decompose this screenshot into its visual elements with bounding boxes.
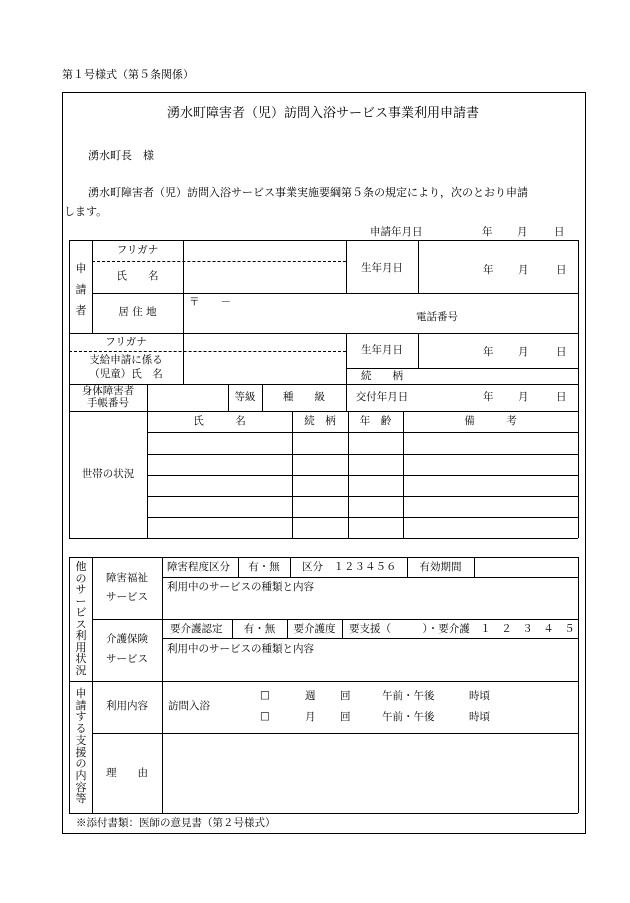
grid-line — [69, 351, 346, 352]
form-number: 第１号様式（第５条関係） — [62, 68, 194, 81]
grid-line — [69, 813, 578, 814]
applicant-address-label: 居 住 地 — [118, 306, 157, 318]
subject-furigana-label: フリガナ — [105, 336, 147, 348]
grid-line — [418, 333, 419, 368]
welfare-label-line1: 障害福祉 — [106, 572, 148, 584]
reason-label: 理 由 — [106, 767, 148, 779]
applicant-furigana-label: フリガナ — [116, 244, 159, 256]
certificate-label-line2: 手帳番号 — [87, 397, 129, 409]
grid-line — [147, 517, 578, 518]
monthly-checkbox[interactable]: □ — [260, 710, 270, 722]
addressee: 湧水町長 様 — [88, 149, 154, 162]
care-level-label: 要介護度 — [293, 623, 336, 635]
requested-group-label: 申請する支援の内容等 — [75, 687, 87, 806]
certificate-label-line1: 身体障害者 — [81, 385, 135, 397]
grid-line — [92, 293, 578, 294]
application-date-day: 日 — [554, 226, 565, 238]
grid-line — [147, 384, 148, 538]
applicant-name-label: 氏 名 — [116, 270, 159, 282]
attachment-note: ※添付書類：医師の意見書（第２号様式） — [76, 817, 276, 829]
subject-name-label-line1: 支給申請に係る — [89, 354, 163, 366]
grid-line — [162, 638, 578, 639]
usage-label: 利用内容 — [106, 700, 148, 712]
intro-text-line1: 湧水町障害者（児）訪問入浴サービス事業実施要綱第５条の規定により，次のとおり申請 — [88, 186, 528, 199]
form-frame — [62, 92, 586, 834]
grid-line — [69, 538, 578, 539]
subject-name-label-line2: （児童）氏 名 — [89, 368, 163, 380]
care-services-in-use: 利用中のサービスの種類と内容 — [167, 643, 314, 655]
grid-line — [147, 432, 578, 433]
intro-text-line2: します。 — [64, 205, 108, 218]
grid-line — [92, 733, 578, 734]
application-date-month: 月 — [517, 226, 528, 238]
welfare-services-in-use: 利用中のサービスの種類と内容 — [167, 581, 314, 593]
grid-line — [69, 557, 70, 813]
grid-line — [162, 577, 578, 578]
support-level-label: 要支援（ ）・要介護 １ ２ ３ ４ ５ — [349, 623, 575, 635]
applicant-birth-month: 月 — [518, 264, 529, 276]
issue-date-label: 交付年月日 — [355, 391, 409, 403]
disability-level-label: 障害程度区分 — [167, 561, 230, 573]
application-date-year: 年 — [482, 226, 493, 238]
service-name: 訪問入浴 — [168, 700, 210, 712]
welfare-yes-no: 有・無 — [248, 561, 280, 573]
applicant-birth-year: 年 — [483, 264, 494, 276]
subject-birth-month: 月 — [518, 346, 529, 358]
phone-label: 電話番号 — [416, 311, 458, 323]
grid-line — [69, 557, 578, 558]
grid-line — [578, 240, 579, 538]
grid-line — [69, 681, 578, 682]
welfare-label-line2: サービス — [106, 591, 148, 603]
grid-line — [183, 240, 184, 384]
grid-line — [92, 261, 346, 262]
month-am-pm: 午前・午後 — [382, 711, 435, 723]
care-label-line2: サービス — [106, 653, 148, 665]
grade-label: 等級 — [234, 391, 256, 403]
month-times-label: 回 — [340, 711, 351, 723]
month-time-unit: 時頃 — [469, 711, 490, 723]
household-header-name: 氏 名 — [193, 415, 246, 427]
household-header-relation: 続 柄 — [304, 415, 336, 427]
grid-line — [69, 240, 578, 241]
application-date-label: 申請年月日 — [370, 226, 423, 238]
relation-label: 続 柄 — [361, 370, 403, 382]
grid-line — [290, 557, 291, 577]
subject-birth-label: 生年月日 — [361, 344, 403, 356]
care-yes-no: 有・無 — [243, 623, 276, 635]
grid-line — [69, 384, 578, 385]
grid-line — [69, 333, 578, 334]
grid-line — [342, 619, 343, 638]
grid-line — [147, 496, 578, 497]
grid-line — [346, 368, 578, 369]
grid-line — [69, 411, 578, 412]
issue-date-month: 月 — [518, 391, 529, 403]
weekly-checkbox[interactable]: □ — [260, 689, 270, 701]
care-certification-label: 要介護認定 — [170, 623, 223, 635]
grid-line — [292, 411, 293, 538]
week-times-label: 回 — [340, 690, 351, 702]
grid-line — [147, 475, 578, 476]
grid-line — [348, 411, 349, 538]
care-label-line1: 介護保険 — [106, 633, 148, 645]
subject-birth-year: 年 — [483, 346, 494, 358]
validity-label: 有効期間 — [419, 561, 462, 573]
grid-line — [403, 411, 404, 538]
form-title: 湧水町障害者（児）訪問入浴サービス事業利用申請書 — [166, 106, 479, 121]
household-label: 世帯の状況 — [81, 468, 135, 480]
grid-line — [418, 240, 419, 293]
grid-line — [147, 454, 578, 455]
week-time-unit: 時頃 — [469, 690, 490, 702]
postal-mark: 〒 － — [189, 296, 231, 308]
other-services-group-label: 他のサービス利用状況 — [75, 560, 87, 677]
issue-date-year: 年 — [483, 391, 494, 403]
household-header-age: 年 齢 — [359, 415, 392, 427]
grid-line — [578, 557, 579, 813]
applicant-birth-day: 日 — [556, 264, 567, 276]
week-label: 週 — [305, 690, 316, 702]
month-label: 月 — [305, 711, 316, 723]
grid-line — [92, 619, 578, 620]
type-label: 種 級 — [283, 391, 325, 403]
applicant-birth-label: 生年月日 — [361, 262, 403, 274]
grid-line — [162, 557, 163, 813]
week-am-pm: 午前・午後 — [382, 690, 435, 702]
subject-birth-day: 日 — [556, 346, 567, 358]
issue-date-day: 日 — [556, 391, 567, 403]
grid-line — [474, 557, 475, 577]
household-header-notes: 備 考 — [464, 415, 517, 427]
applicant-group-label: 申請者 — [75, 262, 87, 317]
category-label: 区分 １２３４５６ — [302, 561, 397, 573]
